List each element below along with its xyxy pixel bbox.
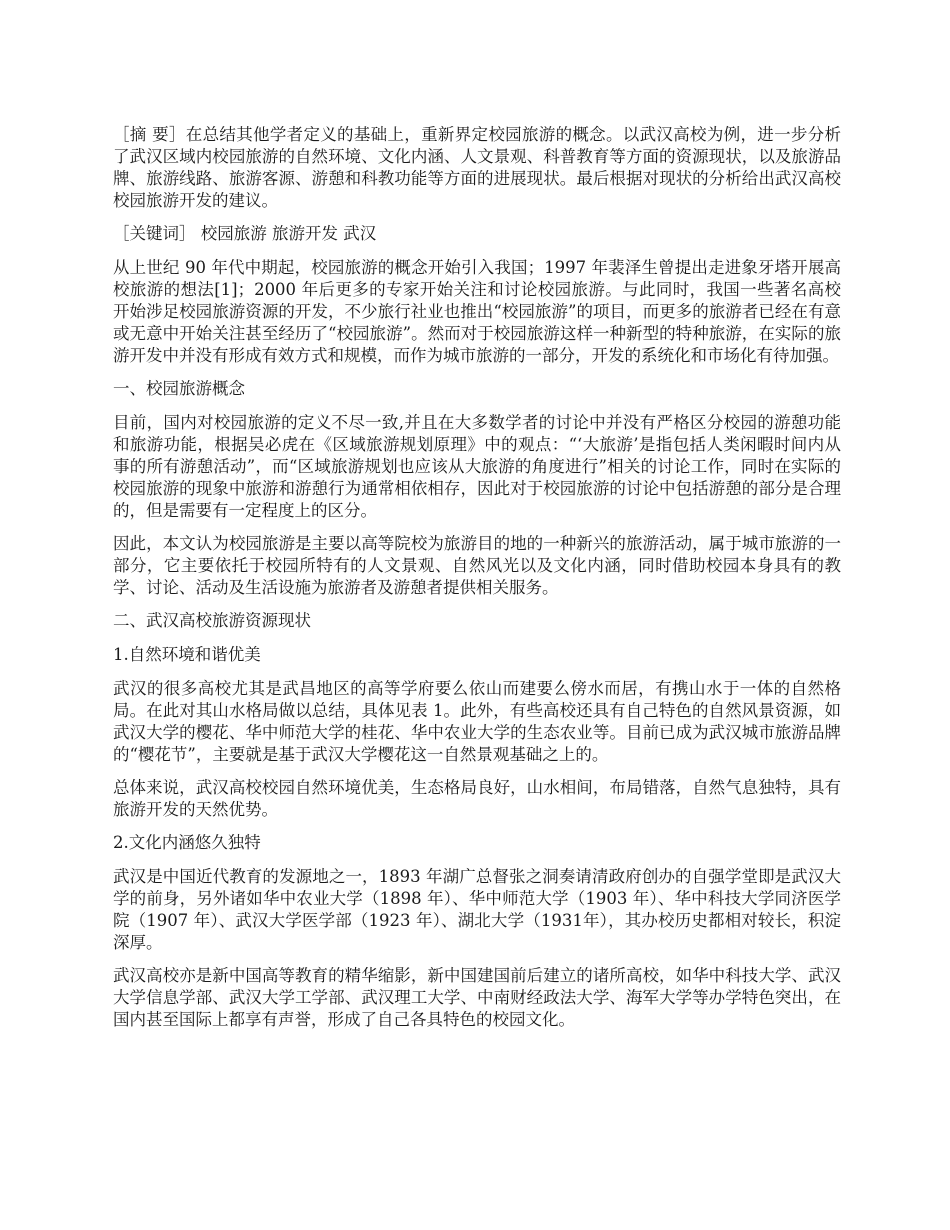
section-heading-campus-tourism-concept: 一、校园旅游概念 bbox=[113, 379, 245, 398]
natural-environment-paragraph-1: 武汉的很多高校尤其是武昌地区的高等学府要么依山而建要么傍水而居，有携山水于一体的自然格局。在此对其山水格局做以总结，具体见表 1。此外，有些高校还具有自己特色的自然风景资源，如武汉大学的樱花、华中师范大学的桂花、华中农业大学的生态农业等。目前已成为武汉城市旅游品牌的“樱花节”，主要就是基于武汉大学樱花这一自然景观基础之上的。 bbox=[113, 679, 841, 764]
subheading-natural-environment: 1.自然环境和谐优美 bbox=[113, 645, 261, 664]
cultural-connotation-paragraph-2: 武汉高校亦是新中国高等教育的精华缩影，新中国建国前后建立的诸所高校，如华中科技大学、武汉大学信息学部、武汉大学工学部、武汉理工大学、中南财经政法大学、海军大学等办学特色突出，在国内甚至国际上都享有声誉，形成了自己各具特色的校园文化。 bbox=[113, 966, 841, 1029]
section-heading-resource-status: 二、武汉高校旅游资源现状 bbox=[113, 611, 311, 630]
article-body bbox=[113, 124, 841, 1042]
abstract-paragraph: ［摘 要］在总结其他学者定义的基础上，重新界定校园旅游的概念。以武汉高校为例，进一步分析了武汉区域内校园旅游的自然环境、文化内涵、人文景观、科普教育等方面的资源现状，以及旅游品牌、旅游线路、旅游客源、游憩和科教功能等方面的进展现状。最后根据对现状的分析给出武汉高校校园旅游开发的建议。 bbox=[113, 125, 841, 210]
section1-paragraph-1: 目前，国内对校园旅游的定义不尽一致,并且在大多数学者的讨论中并没有严格区分校园的游憩功能和旅游功能，根据吴必虎在《区域旅游规划原理》中的观点：“‘大旅游’是指包括人类闲暇时间内从事的所有游憩活动”，而“区域旅游规划也应该从大旅游的角度进行”相关的讨论工作，同时在实际的校园旅游的现象中旅游和游憩行为通常相依相存，因此对于校园旅游的讨论中包括游憩的部分是合理的，但是需要有一定程度上的区分。 bbox=[113, 413, 841, 520]
cultural-connotation-paragraph-1: 武汉是中国近代教育的发源地之一，1893 年湖广总督张之洞奏请清政府创办的自强学堂即是武汉大学的前身，另外诸如华中农业大学（1898 年）、华中师范大学（1903 年）、华中科技大学同济医学院（1907 年）、武汉大学医学部（1923 年）、湖北大学（1931年），其办校历史都相对较长，积淀深厚。 bbox=[113, 867, 841, 952]
subheading-cultural-connotation: 2.文化内涵悠久独特 bbox=[113, 833, 261, 852]
keywords-line: ［关键词］ 校园旅游 旅游开发 武汉 bbox=[113, 224, 377, 243]
section1-paragraph-2: 因此，本文认为校园旅游是主要以高等院校为旅游目的地的一种新兴的旅游活动，属于城市旅游的一部分，它主要依托于校园所特有的人文景观、自然风光以及文化内涵，同时借助校园本身具有的教学、讨论、活动及生活设施为旅游者及游憩者提供相关服务。 bbox=[113, 534, 841, 597]
natural-environment-paragraph-2: 总体来说，武汉高校校园自然环境优美，生态格局良好，山水相间，布局错落，自然气息独特，具有旅游开发的天然优势。 bbox=[113, 778, 841, 819]
intro-paragraph: 从上世纪 90 年代中期起，校园旅游的概念开始引入我国；1997 年裴泽生曾提出走进象牙塔开展高校旅游的想法[1]；2000 年后更多的专家开始关注和讨论校园旅游。与此同时，我国一些著名高校开始涉足校园旅游资源的开发，不少旅行社业也推出“校园旅游”的项目，而更多的旅游者已经在有意或无意中开始关注甚至经历了“校园旅游”。然而对于校园旅游这样一种新型的特种旅游，在实际的旅游开发中并没有形成有效方式和规模，而作为城市旅游的一部分，开发的系统化和市场化有待加强。 bbox=[113, 258, 841, 365]
